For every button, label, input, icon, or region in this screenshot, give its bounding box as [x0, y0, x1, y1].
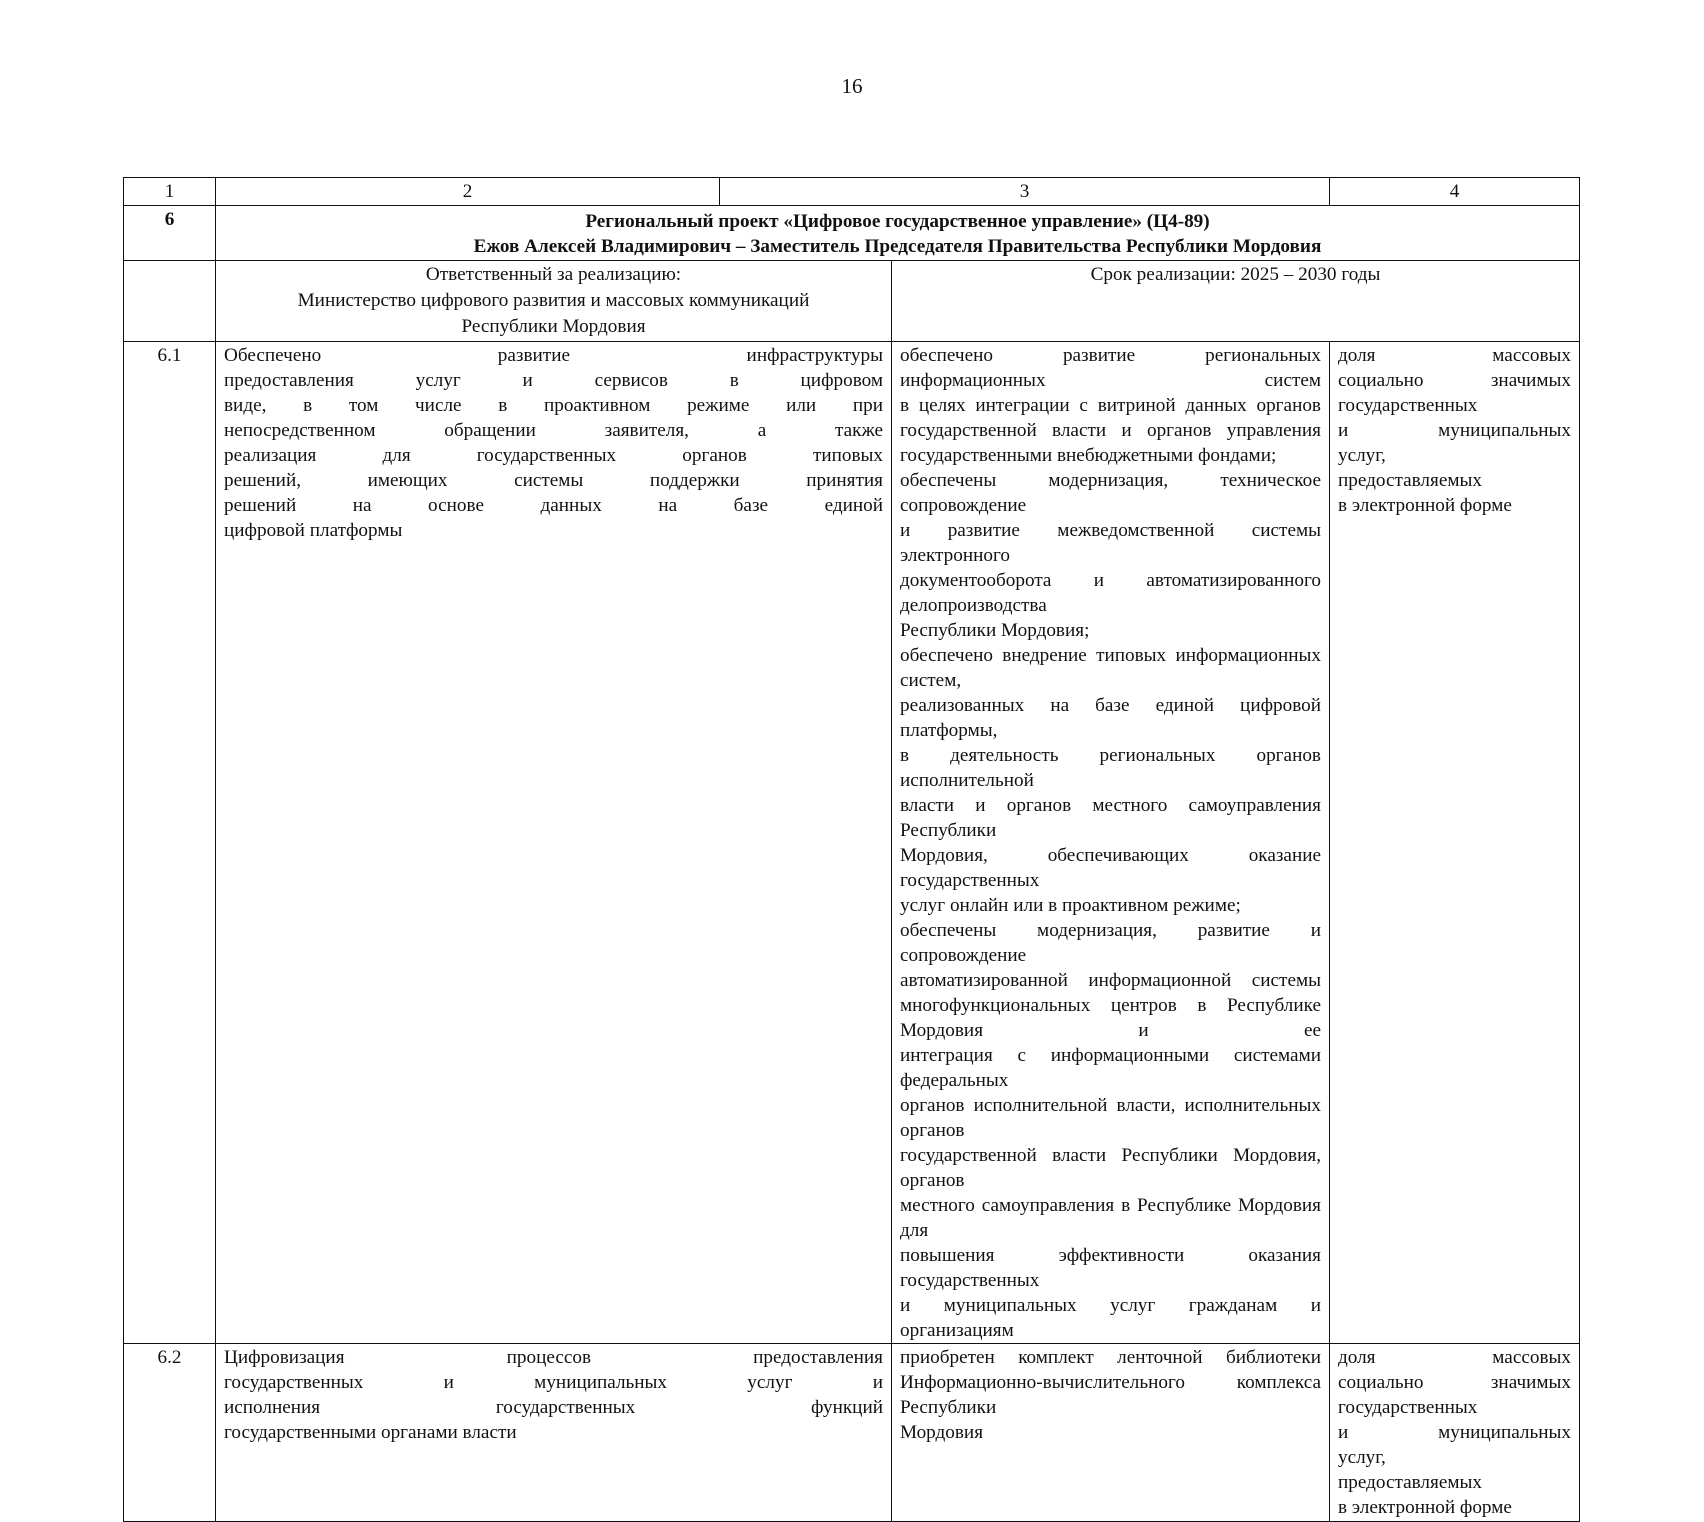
text-line: и муниципальных [1338, 1422, 1571, 1443]
text-line: власти и органов местного самоуправления Республики [900, 795, 1321, 841]
text-line: реализованных на базе единой цифровой платформы, [900, 695, 1321, 741]
text-line: цифровой платформы [224, 520, 403, 541]
text-line: приобретен комплект ленточной библиотеки [900, 1347, 1321, 1368]
text-line: государственных [1338, 1397, 1478, 1418]
text-line: местного самоуправления в Республике Мордовия для [900, 1195, 1321, 1241]
responsible-cell [216, 261, 892, 342]
responsible-org-line-2: Республики Мордовия [461, 316, 646, 337]
text-line: решений на основе данных на базе единой [224, 495, 883, 516]
project-title-cell [216, 206, 1580, 261]
column-numbers-row [124, 178, 1580, 206]
header-cell-3: 3 [720, 178, 1330, 206]
text-line: обеспечены модернизация, развитие и сопровождение [900, 920, 1321, 966]
row-number: 6.1 [124, 342, 216, 1344]
text-line: социально значимых [1338, 370, 1571, 391]
text-line: государственной власти и органов управления [900, 420, 1321, 441]
indicator-cell [1330, 342, 1580, 1344]
text-line: предоставления услуг и сервисов в цифровом [224, 370, 883, 391]
text-line: повышения эффективности оказания государственных [900, 1245, 1321, 1291]
effects-cell [892, 342, 1330, 1344]
text-line: Мордовия, обеспечивающих оказание государственных [900, 845, 1321, 891]
text-line: в электронной форме [1338, 1497, 1512, 1518]
row-number: 6.2 [124, 1344, 216, 1522]
responsible-org-line-1: Министерство цифрового развития и массовых коммуникаций [297, 290, 810, 311]
term-text: Срок реализации: 2025 – 2030 годы [1090, 264, 1381, 285]
header-cell-4: 4 [1330, 178, 1580, 206]
task-cell [216, 1344, 892, 1522]
text-line: обеспечено внедрение типовых информационных систем, [900, 645, 1321, 691]
project-number: 6 [124, 206, 216, 261]
text-line: социально значимых [1338, 1372, 1571, 1393]
text-line: государственной власти Республики Мордовия, органов [900, 1145, 1321, 1191]
text-line: интеграция с информационными системами федеральных [900, 1045, 1321, 1091]
text-line: услуг, [1338, 445, 1386, 466]
text-line: Республики Мордовия; [900, 620, 1090, 641]
text-line: государственными органами власти [224, 1422, 517, 1443]
text-line: реализация для государственных органов типовых [224, 445, 883, 466]
text-line: в электронной форме [1338, 495, 1512, 516]
table-row [124, 1344, 1580, 1522]
text-line: в целях интеграции с витриной данных органов [900, 395, 1321, 416]
text-line: многофункциональных центров в Республике Мордовия и ее [900, 995, 1321, 1041]
table-row [124, 342, 1580, 1344]
text-line: государственными внебюджетными фондами; [900, 445, 1277, 466]
empty-cell [124, 261, 216, 342]
text-line: в деятельность региональных органов исполнительной [900, 745, 1321, 791]
text-line: решений, имеющих системы поддержки принятия [224, 470, 883, 491]
effects-cell [892, 1344, 1330, 1522]
project-title: Региональный проект «Цифровое государственное управление» (Ц4-89) [585, 211, 1210, 232]
project-info-row [124, 261, 1580, 342]
project-curator: Ежов Алексей Владимирович – Заместитель Председателя Правительства Республики Мордовия [473, 236, 1322, 257]
term-cell [892, 261, 1580, 342]
text-line: предоставляемых [1338, 470, 1482, 491]
text-line: обеспечено развитие региональных информационных систем [900, 345, 1321, 391]
text-line: виде, в том числе в проактивном режиме или при [224, 395, 883, 416]
task-cell [216, 342, 892, 1344]
header-cell-2: 2 [216, 178, 720, 206]
text-line: государственных и муниципальных услуг и [224, 1372, 883, 1393]
text-line: непосредственном обращении заявителя, а также [224, 420, 883, 441]
text-line: органов исполнительной власти, исполнительных органов [900, 1095, 1321, 1141]
text-line: исполнения государственных функций [224, 1397, 883, 1418]
text-line: и муниципальных [1338, 420, 1571, 441]
text-line: доля массовых [1338, 1347, 1571, 1368]
text-line: государственных [1338, 395, 1478, 416]
indicator-cell [1330, 1344, 1580, 1522]
responsible-label: Ответственный за реализацию: [425, 264, 682, 285]
text-line: Информационно-вычислительного комплекса Республики [900, 1372, 1321, 1418]
text-line: услуг, [1338, 1447, 1386, 1468]
project-table [123, 177, 1580, 1522]
project-title-row [124, 206, 1580, 261]
text-line: доля массовых [1338, 345, 1571, 366]
text-line: обеспечены модернизация, техническое сопровождение [900, 470, 1321, 516]
page-number: 16 [841, 74, 863, 98]
text-line: Цифровизация процессов предоставления [224, 1347, 883, 1368]
text-line: автоматизированной информационной системы [900, 970, 1321, 991]
text-line: предоставляемых [1338, 1472, 1482, 1493]
header-cell-1: 1 [124, 178, 216, 206]
text-line: и развитие межведомственной системы электронного [900, 520, 1321, 566]
text-line: Обеспечено развитие инфраструктуры [224, 345, 883, 366]
text-line: Мордовия [900, 1422, 984, 1443]
text-line: документооборота и автоматизированного делопроизводства [900, 570, 1321, 616]
text-line: и муниципальных услуг гражданам и организациям [900, 1295, 1321, 1341]
text-line: услуг онлайн или в проактивном режиме; [900, 895, 1241, 916]
